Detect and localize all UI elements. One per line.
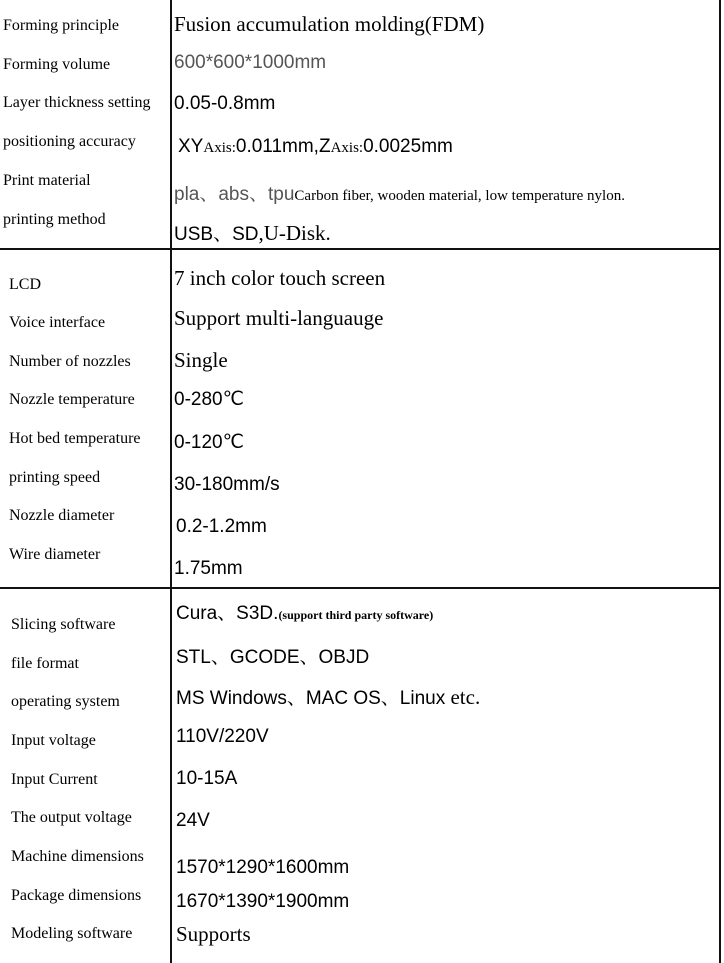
spec-value (178, 136, 453, 158)
spec-label: Layer thickness setting (3, 94, 151, 111)
spec-label: LCD (9, 276, 41, 293)
spec-label: Package dimensions (11, 887, 142, 904)
spec-value: Supports (176, 922, 251, 946)
spec-label: Voice interface (9, 314, 106, 331)
spec-value: 0-280℃ (174, 389, 244, 410)
spec-label: Forming principle (3, 17, 119, 34)
spec-label: Print material (3, 172, 91, 189)
spec-value-part: Axis: (330, 140, 364, 156)
spec-label: Nozzle temperature (9, 391, 135, 408)
spec-value: 0-120℃ (174, 432, 244, 453)
spec-label: Nozzle diameter (9, 507, 115, 524)
spec-value-part: Cura、S3D. (176, 603, 279, 624)
spec-value: 110V/220V (176, 726, 269, 747)
spec-value-part: pla、abs、tpu (174, 184, 295, 205)
spec-value-part: Axis: (203, 140, 236, 156)
spec-value: 1.75mm (174, 558, 243, 579)
spec-value: 10-15A (176, 768, 238, 789)
spec-value-part: 0.011mm, (235, 136, 319, 157)
spec-label: Slicing software (11, 616, 116, 633)
spec-value: 600*600*1000mm (174, 52, 327, 73)
spec-value-part: 0.0025mm (363, 136, 453, 157)
spec-value-part: MS Windows、MAC OS、Linux (176, 688, 446, 709)
spec-value: Single (174, 348, 228, 372)
spec-label: Number of nozzles (9, 353, 131, 370)
spec-label: Wire diameter (9, 546, 101, 563)
section-divider-2 (0, 587, 721, 589)
spec-label: positioning accuracy (3, 133, 136, 150)
spec-value-part: USB、SD (174, 224, 259, 245)
spec-value: Support multi-languauge (174, 306, 384, 330)
spec-label: Modeling software (11, 925, 133, 942)
spec-label: Forming volume (3, 56, 111, 73)
spec-value: 1570*1290*1600mm (176, 857, 350, 878)
spec-value-part: XY (178, 136, 204, 157)
spec-label: file format (11, 655, 79, 672)
right-border (719, 0, 721, 963)
spec-value: STL、GCODE、OBJD (176, 647, 370, 668)
spec-label: Hot bed temperature (9, 430, 141, 447)
spec-value-part: (support third party software) (278, 608, 434, 622)
spec-value (174, 179, 625, 206)
spec-value (174, 219, 331, 246)
section-divider-1 (0, 248, 721, 250)
spec-value (176, 598, 433, 625)
spec-value-part: etc. (445, 685, 481, 709)
spec-value: 0.05-0.8mm (174, 93, 276, 114)
spec-label: Input Current (11, 771, 98, 788)
spec-value-part: ,U-Disk. (258, 221, 331, 245)
spec-value-part: Carbon fiber, wooden material, low temperature nylon. (294, 188, 625, 204)
spec-label: The output voltage (11, 809, 132, 826)
spec-label: printing speed (9, 469, 101, 486)
spec-value: 0.2-1.2mm (176, 516, 267, 537)
spec-value: 1670*1390*1900mm (176, 891, 350, 912)
spec-value: 24V (176, 810, 210, 831)
spec-value: Fusion accumulation molding(FDM) (174, 12, 485, 36)
spec-value: 7 inch color touch screen (174, 266, 386, 290)
spec-label: Input voltage (11, 732, 96, 749)
spec-label: printing method (3, 211, 106, 228)
spec-value (176, 683, 480, 710)
spec-label: Machine dimensions (11, 848, 144, 865)
column-divider (170, 0, 172, 963)
spec-label: operating system (11, 693, 120, 710)
spec-value: 30-180mm/s (174, 474, 280, 495)
spec-value-part: Z (318, 136, 331, 157)
